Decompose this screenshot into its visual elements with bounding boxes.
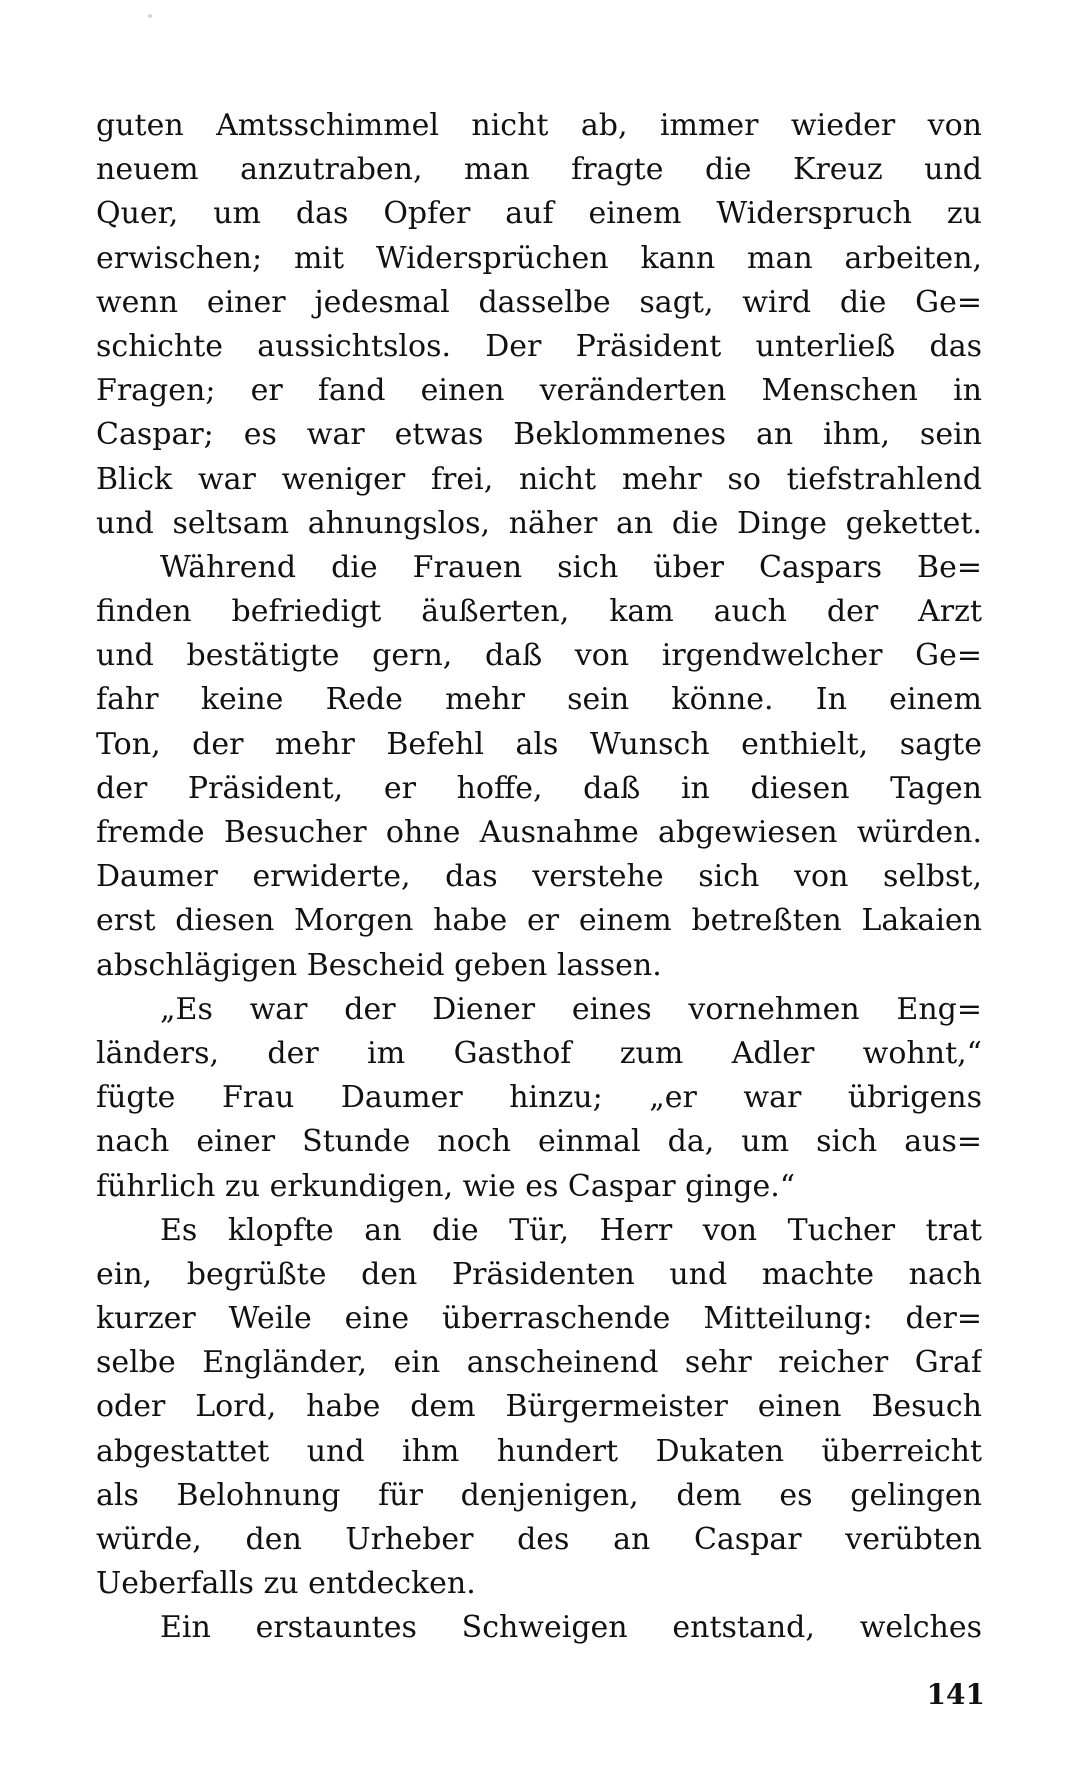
text-line: Während die Frauen sich über Caspars Be=: [160, 549, 982, 585]
text-line: finden befriedigt äußerten, kam auch der Arzt: [96, 594, 982, 630]
text-line: Ein erstauntes Schweigen entstand, welches: [160, 1610, 982, 1646]
text-line: fahr keine Rede mehr sein könne. In einem: [96, 682, 982, 718]
text-line: erwischen; mit Widersprüchen kann man arbeiten,: [96, 240, 982, 276]
text-line: und bestätigte gern, daß von irgendwelcher Ge=: [96, 638, 982, 674]
text-line: nach einer Stunde noch einmal da, um sich aus=: [96, 1124, 982, 1160]
text-line: Ton, der mehr Befehl als Wunsch enthielt, sagte: [96, 726, 982, 762]
text-line: Ueberfalls zu entdecken.: [96, 1566, 476, 1602]
text-line: guten Amtsschimmel nicht ab, immer wieder von: [96, 108, 982, 143]
text-line: neuem anzutraben, man fragte die Kreuz und: [96, 152, 982, 188]
text-line: und seltsam ahnungslos, näher an die Dinge gekettet.: [96, 505, 982, 541]
text-line: oder Lord, habe dem Bürgermeister einen Besuch: [96, 1389, 982, 1425]
text-line: erst diesen Morgen habe er einem betreßten Lakaien: [96, 903, 982, 939]
text-line: fügte Frau Daumer hinzu; „er war übrigens: [96, 1080, 982, 1116]
text-line: der Präsident, er hoffe, daß in diesen Tagen: [96, 770, 982, 806]
text-line: ein, begrüßte den Präsidenten und machte nach: [96, 1256, 982, 1292]
text-line: als Belohnung für denjenigen, dem es gelingen: [96, 1477, 982, 1513]
text-line: Daumer erwiderte, das verstehe sich von selbst,: [96, 859, 982, 895]
body-text: [96, 104, 982, 1651]
text-line: länders, der im Gasthof zum Adler wohnt,“: [96, 1035, 982, 1071]
paper-speck: [148, 14, 152, 18]
text-line: kurzer Weile eine überraschende Mitteilung: der=: [96, 1301, 982, 1337]
text-line: wenn einer jedesmal dasselbe sagt, wird die Ge=: [96, 284, 982, 320]
text-line: abgestattet und ihm hundert Dukaten überreicht: [96, 1433, 982, 1469]
page-number: 141: [926, 1678, 985, 1711]
text-line: selbe Engländer, ein anscheinend sehr reicher Graf: [96, 1345, 982, 1381]
text-line: führlich zu erkundigen, wie es Caspar ginge.“: [96, 1168, 796, 1204]
text-line: Fragen; er fand einen veränderten Menschen in: [96, 373, 982, 409]
text-line: Caspar; es war etwas Beklommenes an ihm, sein: [96, 417, 982, 453]
text-line: schichte aussichtslos. Der Präsident unterließ das: [96, 328, 982, 364]
text-line: Es klopfte an die Tür, Herr von Tucher trat: [160, 1212, 982, 1248]
text-line: „Es war der Diener eines vornehmen Eng=: [160, 991, 982, 1027]
text-line: fremde Besucher ohne Ausnahme abgewiesen würden.: [96, 815, 982, 850]
text-line: Quer, um das Opfer auf einem Widerspruch zu: [96, 196, 982, 232]
text-line: abschlägigen Bescheid geben lassen.: [96, 947, 662, 983]
text-line: würde, den Urheber des an Caspar verübten: [96, 1522, 982, 1557]
text-line: Blick war weniger frei, nicht mehr so tiefstrahlend: [96, 461, 982, 497]
